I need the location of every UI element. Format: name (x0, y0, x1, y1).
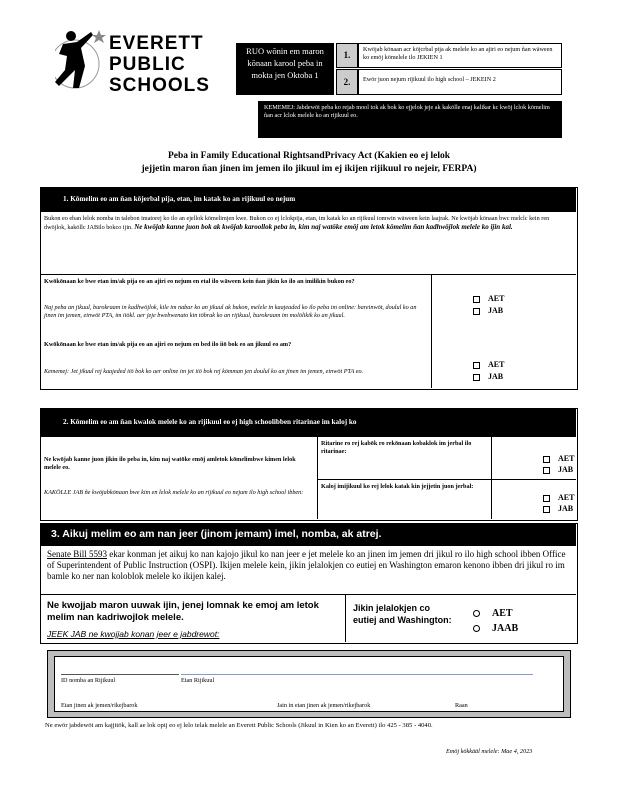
student-id-line[interactable] (61, 674, 179, 675)
section-1-question-1: Kwōkōnaan ke bwe etan im/ak pija eo an ajiri eo nejum en etal ilo wāween kein ñan jikin ko ilo an imilikin bukon eo? (44, 278, 355, 285)
section-2 (40, 408, 578, 521)
logo (55, 26, 215, 98)
section-3-header: 3. Aikuj melim eo am nan jeer (jinom jemam) imel, nomba, ak atrej. (41, 524, 576, 546)
header-row-2-text: Ewōr juon nejum rijikuul ilo high school – JEKEIN 2 (358, 69, 562, 95)
signature-box (47, 650, 571, 718)
section-2-kaloj-no[interactable]: JAB (543, 504, 573, 513)
section-2-left-top: Ne kwōjab kanne juon jikin ilo peba in, kim naj watōke emōj amletok kōmelimbwe kimen lelok melele eo. (44, 456, 296, 471)
checkbox-icon[interactable] (473, 308, 480, 315)
section-2-left-bottom: KAKŌLLE JAB ñe kwōjabkōnaan bwe kim en lelok melele ko an rijikuul eo nejum ilo high school ibben: (44, 489, 304, 496)
checkbox-icon[interactable] (543, 495, 550, 502)
student-name-label: Etan Rijikuul (181, 677, 215, 684)
logo-text-1: EVERETT (109, 33, 204, 54)
radio-icon[interactable] (473, 610, 480, 617)
section-1 (40, 187, 578, 390)
section-1-intro-emphasis: Ne kwōjab kanne juon bok ak kwōjab karoollok peba in, kim naj watōke emōj am letok kōmelim ñan kadhwōjlok melele ko ijin kal. (134, 223, 513, 231)
section-1-q1-yes[interactable]: AET (473, 294, 504, 303)
section-3-yes[interactable]: AET (473, 608, 513, 619)
parent-name-label: Etan jinen ak jemen/rikejbarok (61, 702, 138, 709)
checkbox-icon[interactable] (543, 467, 550, 474)
section-3-bill-name: Senate Bill 5593 (47, 549, 107, 559)
section-3-note: JEEK JAB ne kwojjab konan jeer e jabdrewot: (47, 629, 220, 639)
logo-text-3: SCHOOLS (109, 75, 210, 96)
section-1-q2-yes[interactable]: AET (473, 360, 504, 369)
section-2-right-bottom: Kaloj imijikuul ko rej lelok katak kin jejjetin juon jerbal: (321, 483, 474, 490)
section-3-no[interactable]: JAAB (473, 623, 518, 634)
section-1-question-2: Kwōkōnaan ke bwe etan im/ak pija eo an ajiri eo nejum en bed ilo iiō bok eo an jikuul eo am? (44, 341, 292, 348)
section-1-header: 1. Kōmelim eo am ñan kōjerbal pija, etan, im katak ko an rijikuul eo nejum (41, 188, 576, 212)
section-2-right-top: Ritarine ro rej kabōk ro rekōnaan kobaklok im jerbal ilo ritarinae: (321, 440, 472, 455)
section-1-intro (44, 215, 572, 232)
header-left-box: RUO wōnin em maron kōnaan karool peba in mokta jen Oktoba 1 (236, 43, 334, 95)
section-1-question-1-detail: Naj peba an jikuul, burokraam in kadhwōjlok, kile im nabar ko an jikuul ak bukon, melele in kaajeaded ko ilo peba im online: bareinwōt, doulul ko an jinen im jemen, einwōt PTA, im iiōkl. aer jeje bwebwenato kin tōbrak ko an rijikuul, burokraam im molōlikik ko an jikuul. (44, 304, 417, 319)
checkbox-icon[interactable] (473, 296, 480, 303)
page-title-line-2: jejjetin maron ñan jinen im jemen ilo jikuul im ej ikijen rijikuul ro nejeir, FERPA) (141, 164, 477, 174)
section-3-body-text: ekar konman jet aikuj ko nan kajojo jikul ko nan jeer e jet melele ko an jinen im jemen dri jikul ro ilo high school ibben Office of Superintendent of Public Instruction (OSPI). Ikijen melele kein, jikin jelalokjen co eutiej en Washington emaron kenono ibben dri jikul ro im bamle ko ner nan koloblok melele ko ikijen kalej. (47, 549, 566, 581)
section-2-ritarine-yes[interactable]: AET (543, 454, 574, 463)
section-3-right-label: Jikin jelalokjen co eutiej and Washington: (353, 603, 452, 625)
section-1-q1-no[interactable]: JAB (473, 306, 503, 315)
student-name-line[interactable] (181, 674, 533, 675)
checkbox-icon[interactable] (543, 506, 550, 513)
section-1-question-2-detail: Kememej: Jet jikuul rej kaajeded iiō bok ko aer online im jet iiō bok rej kōmman jen doulul ko an jinen im jemen, einwōt PTA eo. (44, 368, 364, 375)
checkbox-icon[interactable] (543, 456, 550, 463)
header-num-2: 2. (336, 69, 358, 95)
section-2-ritarine-no[interactable]: JAB (543, 465, 573, 474)
radio-icon[interactable] (473, 625, 480, 632)
page-title-line-1: Peba in Family Educational RightsandPrivacy Act (Kakien eo ej lelok (167, 151, 451, 161)
section-3-question: Ne kwojjab maron uuwak ijin, jenej lomnak ke emoj am letok melim nan kadriwojlok melele. (47, 600, 319, 623)
section-2-kaloj-yes[interactable]: AET (543, 493, 574, 502)
student-id-label: ID nomba an Rijikuul (61, 677, 116, 684)
header-notice: KEMEMEJ: Jabdewōt peba ko rejab mool tok ak bok ko ejjelok jeje ak kakōlle enaj kalikar kc kwōj lclok kōmelim ñan acr lclok melele ko an rijikuul eo. (258, 101, 562, 138)
section-3-body (47, 549, 571, 582)
everett-logo-icon (55, 26, 115, 96)
header-row-1-text: Kwōjab kōnaan acr kōjcrbal pija ak melele ko an ajiri eo nejum ñan wāween ko emōj kōmelele ilo JEKIEN 1 (358, 43, 562, 68)
section-3 (40, 523, 578, 644)
section-2-header: 2. Kōmelim eo am ñan kwalok melele ko an rijikuul eo ej high schoolibben ritarinae im kaloj ko (41, 409, 576, 437)
footer-date: Emōj kōkkāāl melele: Mae 4, 2023 (446, 748, 533, 755)
checkbox-icon[interactable] (473, 362, 480, 369)
footer-contact: Ne ewōr jabdewōt am kajjitōk, kall ae lok opij eo ej lelo telak melele an Everett Public Schools (Jikuul in Kien ko an Everett) ilo 425 - 385 - 4040. (45, 722, 433, 729)
section-1-intro-text: Bukon eo eban lelok nomba in talebon imatorej ko ilo an ejellok kōmelimjen kwe. Bukon co ej lclokpija, etan, im katak ko an rijikuul iomwin wāween kein laajrak. Ne kwōjab kōnaan bwc melclc kein ren dwōjlok, kakōllc JABilo bokco ijin. (44, 215, 550, 231)
date-label: Raan (455, 702, 468, 709)
parent-signature-label: Jain in etan jinen ak jemen/rikejbarok (277, 702, 371, 709)
logo-text-2: PUBLIC (109, 54, 186, 75)
checkbox-icon[interactable] (473, 374, 480, 381)
header-num-1: 1. (336, 43, 358, 68)
section-1-q2-no[interactable]: JAB (473, 372, 503, 381)
